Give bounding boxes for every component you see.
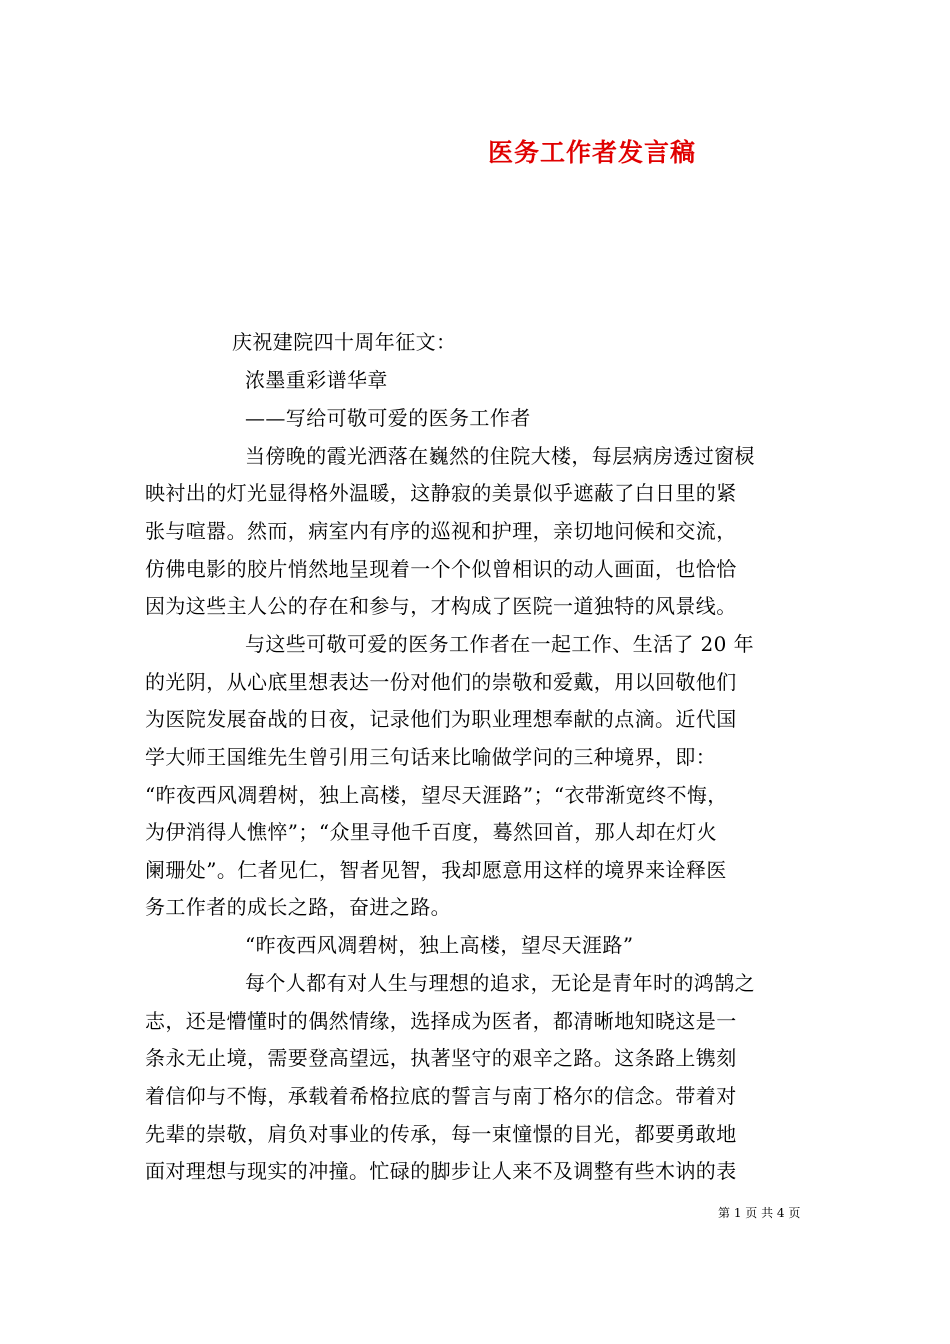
line-14: 为伊消得人憔悴”；“众里寻他千百度，蓦然回首，那人却在灯火 [145, 820, 718, 844]
line-6: 张与喧嚣。然而，病室内有序的巡视和护理，亲切地问候和交流， [145, 519, 737, 543]
line-22: 先辈的崇敬，肩负对事业的传承，每一束憧憬的目光，都要勇敢地 [145, 1122, 737, 1146]
line-1: 庆祝建院四十周年征文： [232, 330, 457, 354]
page-number: 第 1 页 共 4 页 [718, 1206, 801, 1220]
line-4: 当傍晚的霞光洒落在巍然的住院大楼，每层病房透过窗棂 [245, 444, 755, 468]
line-18: 每个人都有对人生与理想的追求，无论是青年时的鸿鹄之 [245, 971, 755, 995]
line-2: 浓墨重彩谱华章 [245, 368, 388, 392]
line-7: 仿佛电影的胶片悄然地呈现着一个个似曾相识的动人画面，也恰恰 [145, 557, 737, 581]
line-21: 着信仰与不悔，承载着希格拉底的誓言与南丁格尔的信念。带着对 [145, 1084, 737, 1108]
line-13: “昨夜西风凋碧树，独上高楼，望尽天涯路”；“衣带渐宽终不悔， [145, 783, 728, 807]
line-20: 条永无止境，需要登高望远，执著坚守的艰辛之路。这条路上镌刻 [145, 1046, 737, 1070]
line-12: 学大师王国维先生曾引用三句话来比喻做学问的三种境界，即： [145, 745, 717, 769]
line-3: ——写给可敬可爱的医务工作者 [245, 406, 531, 430]
line-16: 务工作者的成长之路，奋进之路。 [145, 895, 451, 919]
line-11: 为医院发展奋战的日夜，记录他们为职业理想奉献的点滴。近代国 [145, 707, 737, 731]
line-15: 阑珊处”。仁者见仁，智者见智，我却愿意用这样的境界来诠释医 [145, 858, 727, 882]
line-9: 与这些可敬可爱的医务工作者在一起工作、生活了 20 年 [245, 632, 754, 656]
line-10: 的光阴，从心底里想表达一份对他们的崇敬和爱戴，用以回敬他们 [145, 670, 737, 694]
line-8: 因为这些主人公的存在和参与，才构成了医院一道独特的风景线。 [145, 594, 737, 618]
line-19: 志，还是懵懂时的偶然情缘，选择成为医者，都清晰地知晓这是一 [145, 1009, 737, 1033]
line-23: 面对理想与现实的冲撞。忙碌的脚步让人来不及调整有些木讷的表 [145, 1159, 737, 1183]
line-5: 映衬出的灯光显得格外温暖，这静寂的美景似乎遮蔽了白日里的紧 [145, 481, 737, 505]
document-title: 医务工作者发言稿 [488, 138, 697, 167]
line-17: “昨夜西风凋碧树，独上高楼，望尽天涯路” [245, 933, 634, 957]
